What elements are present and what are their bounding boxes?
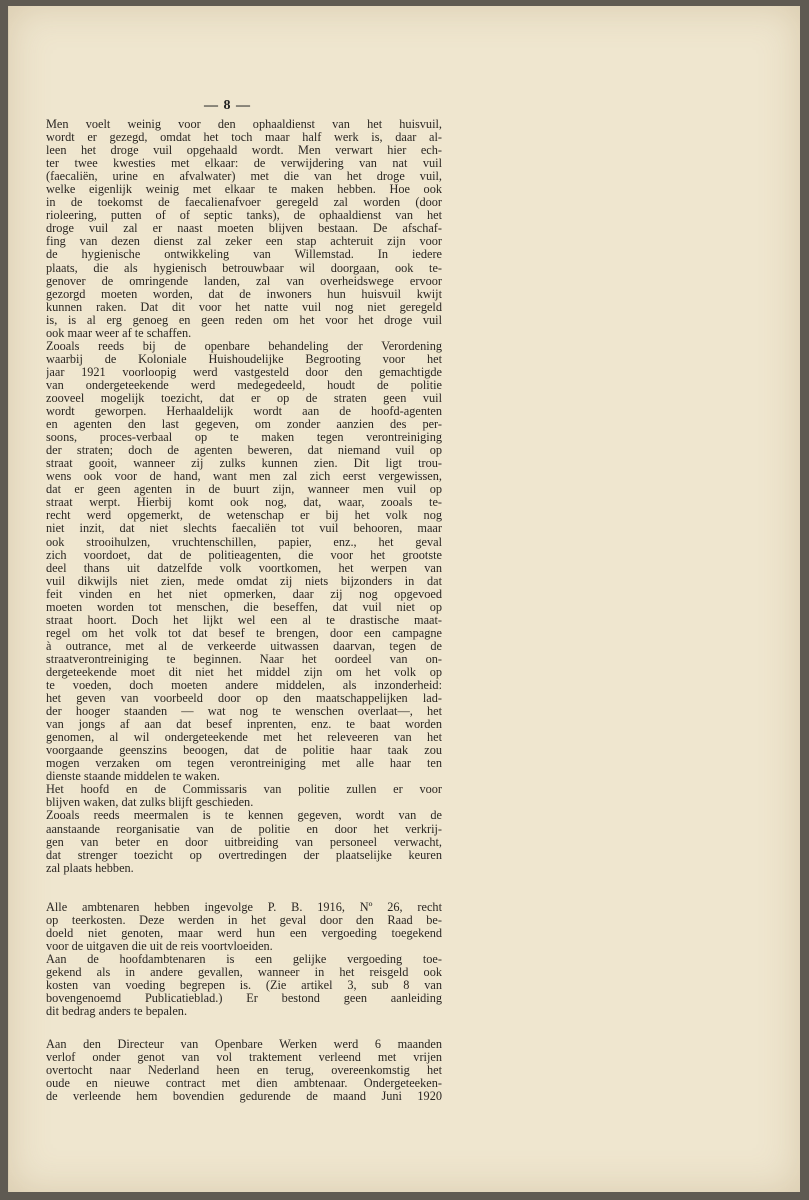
text-line: is, is al erg genoeg en geen reden om het voor het droge vuil [46, 313, 442, 327]
text-line: droge vuil zal er naast moeten blijven bestaan. De afschaf- [46, 222, 442, 236]
section-spacer [46, 875, 442, 901]
text-line: vuil dikwijls niet zien, mede omdat zij niets bijzonders in dat [46, 574, 442, 588]
text-line: soons, proces-verbaal op te maken tegen verontreiniging [46, 431, 442, 445]
text-line: het geven van voorbeeld door op den maatschappelijken lad- [46, 692, 442, 706]
text-line: wens ook voor de hand, want men zal zich eerst vergewissen, [46, 470, 442, 484]
text-line: à outrance, met al de verkeerde uitwassen daarvan, tegen de [46, 639, 442, 653]
text-line: Het hoofd en de Commissaris van politie zullen er voor [46, 783, 442, 797]
text-line: verlof onder genot van vol traktement verleend met vrijen [46, 1051, 442, 1065]
paragraph-block-2 [46, 901, 442, 1018]
text-line: van jongs af aan dat besef inprenten, enz. te baat worden [46, 718, 442, 732]
text-line: Aan de hoofdambtenaren is een gelijke vergoeding toe- [46, 952, 442, 966]
text-line: feit vinden en het niet opmerken, daar zij nog opgevoed [46, 587, 442, 601]
text-line: zal plaats hebben. [46, 861, 134, 875]
text-line: (faecaliën, urine en afvalwater) met die van het droge vuil, [46, 170, 442, 184]
text-line: gezorgd moeten worden, dat de inwoners hun huisvuil kwijt [46, 287, 442, 301]
text-line: plaats, die als hygienisch betrouwbaar wil doorgaan, ook te- [46, 261, 442, 275]
text-line: Zooals reeds meermalen is te kennen gegeven, wordt van de [46, 809, 442, 823]
text-line: in de toekomst de faecalienafvoer geregeld zal worden (door [46, 196, 442, 210]
text-line: fing van dezen dienst zal zeker een stap achteruit zijn voor [46, 235, 442, 249]
text-line: Men voelt weinig voor den ophaaldienst van het huisvuil, [46, 118, 442, 131]
text-line: aanstaande reorganisatie van de politie en door het verkrij- [46, 822, 442, 836]
text-line: dit bedrag anders te bepalen. [46, 1005, 188, 1019]
text-line: ook maar weer af te schaffen. [46, 326, 192, 340]
text-line: straatverontreiniging te beginnen. Naar het oordeel van on- [46, 652, 442, 666]
text-line: dergeteekende moet dit niet het middel zijn om het volk op [46, 665, 442, 679]
text-line: kosten van voeding begrepen is. (Zie artikel 3, sub 8 van [46, 979, 442, 992]
text-line: leen het droge vuil opgehaald wordt. Men verwart hier ech- [46, 144, 442, 158]
text-line: op teerkosten. Deze werden in het geval door den Raad be- [46, 913, 442, 927]
text-line: waarbij de Koloniale Huishoudelijke Begrooting voor het [46, 352, 442, 366]
text-line: regel om het volk tot dat besef te brengen, door een campagne [46, 626, 442, 640]
text-line: straat gooit, wanneer zij zulks kunnen zien. Dit ligt trou- [46, 457, 442, 471]
text-line: jaar 1921 voorloopig werd vastgesteld door den gemachtigde [46, 365, 442, 379]
text-line: dat er geen agenten in de buurt zijn, wanneer men vuil op [46, 483, 442, 497]
text-line: te voeden, doch moeten andere middelen, als inzonderheid: [46, 679, 442, 693]
text-line: voor de uitgaven die uit de reis voortvloeiden. [46, 939, 273, 953]
text-line: de verleende hem bovendien gedurende de maand Juni 1920 [46, 1090, 442, 1104]
text-line: genover de omringende landen, zal van overheidswege ervoor [46, 274, 442, 288]
text-line: der straten; doch de agenten beweren, dat niemand vuil op [46, 444, 442, 458]
text-line: overtocht naar Nederland heen en terug, overeenkomstig het [46, 1064, 442, 1078]
text-line: recht werd opgemerkt, de wetenschap er bij het volk nog [46, 509, 442, 523]
text-line: moeten worden tot menschen, die beseffen, dat vuil niet op [46, 600, 442, 614]
body-text [46, 118, 442, 1103]
text-line: Aan den Directeur van Openbare Werken werd 6 maanden [46, 1038, 442, 1052]
text-line: deel thans uit datzelfde volk voortkomen, het werpen van [46, 561, 442, 575]
text-line: straat hoort. Doch het lijkt wel een al te drastische maat- [46, 613, 442, 627]
text-line: blijven waken, dat zulks blijft geschieden. [46, 796, 254, 810]
text-line: straat werpt. Hierbij komt ook nog, dat, waar, zooals te- [46, 496, 442, 510]
paragraph-block-1 [46, 118, 442, 875]
text-line: ook strooihulzen, vruchtenschillen, papier, enz., het geval [46, 535, 442, 549]
text-line: wordt er gezegd, omdat het toch maar half werk is, daar al- [46, 131, 442, 145]
text-line: en agenten den last gegeven, om zonder aanzien des per- [46, 418, 442, 432]
text-line: wordt geworpen. Herhaaldelijk wordt aan de hoofd-agenten [46, 405, 442, 419]
text-line: gekend als in andere gevallen, wanneer in het reisgeld ook [46, 965, 442, 979]
section-spacer [46, 1018, 442, 1038]
text-line: dienste staande middelen te waken. [46, 770, 220, 784]
text-line: rioleering, putten of of septic tanks), de ophaaldienst van het [46, 209, 442, 223]
text-line: ter twee kwesties met elkaar: de verwijdering van nat vuil [46, 157, 442, 171]
text-line: kunnen raken. Dat dit voor het natte vuil nog niet geregeld [46, 300, 442, 314]
text-line: doeld niet genoten, maar werd hun een vergoeding toegekend [46, 926, 442, 940]
text-line: oude en nieuwe contract met dien ambtenaar. Ondergeteeken- [46, 1077, 442, 1091]
text-line: mogen verzaken om tegen verontreiniging met alle haar ten [46, 757, 442, 771]
text-line: bovengenoemd Publicatieblad.) Er bestond geen aanleiding [46, 992, 442, 1006]
text-line: van ondergeteekende werd medegedeeld, houdt de politie [46, 378, 442, 392]
text-line: genomen, al wil ondergeteekende met het releveeren van het [46, 731, 442, 745]
text-line: voorgaande geenszins beoogen, dat de politie haar taak zou [46, 744, 442, 758]
text-line: dat strenger toezicht op overtredingen der plaatselijke keuren [46, 848, 442, 862]
text-line: der hooger staanden — wat nog te wenschen overlaat—, het [46, 705, 442, 719]
text-line: Alle ambtenaren hebben ingevolge P. B. 1916, Nº 26, recht [46, 900, 442, 914]
text-line: zooveel mogelijk toezicht, dat er op de straten geen vuil [46, 391, 442, 405]
text-line: de hygienische ontwikkeling van Willemstad. In iedere [46, 248, 442, 262]
text-line: Zooals reeds bij de openbare behandeling der Verordening [46, 339, 442, 353]
text-line: welke eigenlijk weinig met elkaar te maken hebben. Hoe ook [46, 183, 442, 197]
text-line: gen van beter en door uitbreiding van personeel verwacht, [46, 835, 442, 849]
page-number: — 8 — [204, 98, 251, 113]
paragraph-block-3 [46, 1038, 442, 1103]
text-line: niet inzit, dat niet slechts faecaliën tot vuil behooren, maar [46, 522, 442, 536]
text-line: zich voordoet, dat de politieagenten, die voor het grootste [46, 548, 442, 562]
